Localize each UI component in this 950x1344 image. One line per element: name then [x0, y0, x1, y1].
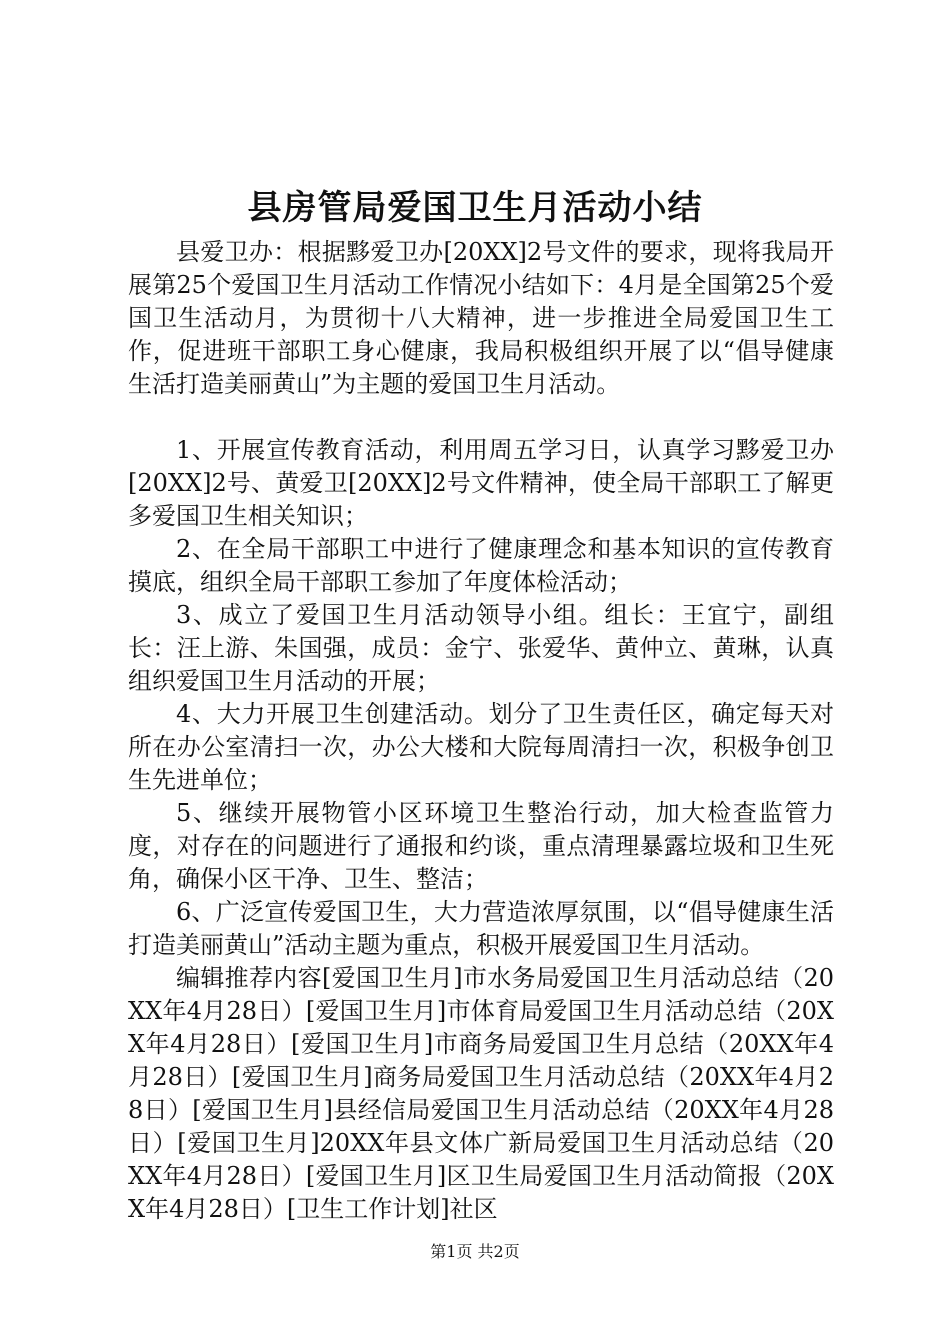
item-paragraph-2: 2、在全局干部职工中进行了健康理念和基本知识的宣传教育摸底，组织全局干部职工参加了年度体检活动； [128, 535, 834, 596]
item-paragraph-4: 4、大力开展卫生创建活动。划分了卫生责任区，确定每天对所在办公室清扫一次，办公大楼和大院每周清扫一次，积极争创卫生先进单位； [128, 700, 834, 794]
item-paragraph-3: 3、成立了爱国卫生月活动领导小组。组长：王宜宁，副组长：汪上游、朱国强，成员：金宁、张爱华、黄仲立、黄琳，认真组织爱国卫生月活动的开展； [128, 601, 834, 695]
item-paragraph-5: 5、继续开展物管小区环境卫生整治行动，加大检查监管力度，对存在的问题进行了通报和约谈，重点清理暴露垃圾和卫生死角，确保小区干净、卫生、整洁； [128, 799, 834, 893]
intro-paragraph: 县爱卫办：根据黟爱卫办[20XX]2号文件的要求，现将我局开展第25个爱国卫生月活动工作情况小结如下：4月是全国第25个爱国卫生活动月，为贯彻十八大精神，进一步推进全局爱国卫生工作，促进班干部职工身心健康，我局积极组织开展了以“倡导健康生活打造美丽黄山”为主题的爱国卫生月活动。 [128, 238, 834, 398]
recommended-content-paragraph: 编辑推荐内容[爱国卫生月]市水务局爱国卫生月活动总结（20XX年4月28日）[爱国卫生月]市体育局爱国卫生月活动总结（20XX年4月28日）[爱国卫生月]市商务局爱国卫生月总结（20XX年4月28日）[爱国卫生月]商务局爱国卫生月活动总结（20XX年4月28日）[爱国卫生月]县经信局爱国卫生月活动总结（20XX年4月28日）[爱国卫生月]20XX年县文体广新局爱国卫生月活动总结（20XX年4月28日）[爱国卫生月]区卫生局爱国卫生月活动简报（20XX年4月28日）[卫生工作计划]社区 [128, 964, 834, 1223]
document-body [128, 236, 834, 1226]
document-title: 县房管局爱国卫生月活动小结 [247, 188, 703, 228]
page-footer: 第1页 共2页 [430, 1242, 520, 1261]
item-paragraph-6: 6、广泛宣传爱国卫生，大力营造浓厚氛围，以“倡导健康生活打造美丽黄山”活动主题为重点，积极开展爱国卫生月活动。 [128, 898, 834, 959]
item-paragraph-1: 1、开展宣传教育活动，利用周五学习日，认真学习黟爱卫办[20XX]2号、黄爱卫[20XX]2号文件精神，使全局干部职工了解更多爱国卫生相关知识； [128, 436, 834, 530]
